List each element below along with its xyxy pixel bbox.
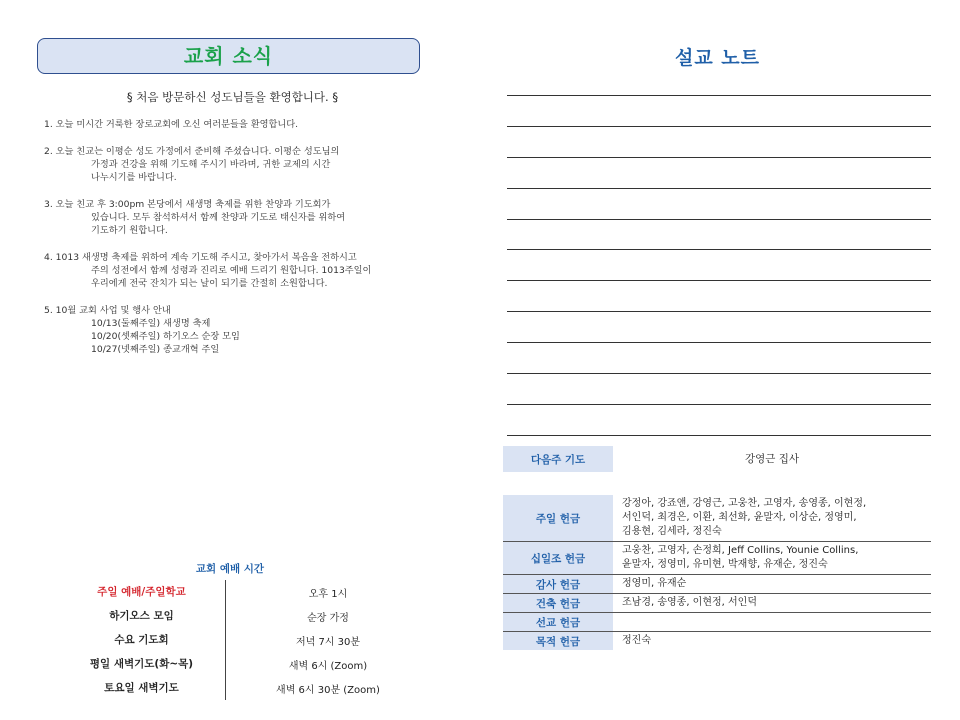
worship-row (58, 652, 430, 676)
offering-names-line: 정진숙 (622, 635, 651, 646)
news-line: 3. 오늘 친교 후 3:00pm 본당에서 새생명 축제를 위한 찬양과 기도회가 (44, 199, 331, 210)
note-line (507, 157, 931, 158)
news-list (44, 118, 444, 370)
offering-row-tithe (503, 542, 931, 575)
offering-names (613, 594, 931, 612)
offering-names-line (622, 615, 931, 629)
offering-names-line: 윤말자, 정영미, 유미현, 박재향, 유재순, 정진숙 (622, 559, 828, 570)
worship-time: 새벽 6시 (Zoom) (288, 660, 368, 672)
offering-names (613, 575, 931, 593)
news-line: 있습니다. 모두 참석하셔서 함께 찬양과 기도로 태신자를 위하여 (91, 212, 346, 223)
news-line: 기도하기 원합니다. (91, 225, 168, 236)
note-line (507, 280, 931, 281)
note-line (507, 435, 931, 436)
news-item-1 (44, 118, 444, 131)
news-line: 주의 성전에서 함께 성령과 진리로 예배 드리기 원합니다. 1013주일이 (91, 265, 372, 276)
offering-row-building (503, 594, 931, 613)
offering-label: 주일 헌금 (503, 495, 613, 541)
note-line (507, 126, 931, 127)
offering-row-thanks (503, 575, 931, 594)
news-item-4 (44, 251, 444, 290)
note-line (507, 188, 931, 189)
offering-row-sunday (503, 495, 931, 542)
worship-time: 오후 1시 (308, 588, 348, 600)
offering-label: 감사 헌금 (503, 575, 613, 593)
worship-times-title: 교회 예배 시간 (195, 563, 265, 575)
next-week-prayer (503, 446, 931, 472)
note-line (507, 342, 931, 343)
sermon-notes-title: 설교 노트 (674, 47, 761, 69)
offering-label: 십일조 헌금 (503, 542, 613, 574)
worship-name: 토요일 새벽기도 (58, 676, 226, 700)
worship-row (58, 580, 430, 604)
news-line: 5. 10월 교회 사업 및 행사 안내 (44, 305, 171, 316)
worship-time: 저녁 7시 30분 (295, 636, 361, 648)
note-line (507, 95, 931, 96)
offering-names (613, 613, 931, 631)
offering-names-line: 김용현, 김세라, 정진숙 (622, 526, 722, 537)
offering-names (613, 542, 931, 574)
worship-name: 평일 새벽기도(화~목) (58, 652, 226, 676)
offering-names-line: 고웅찬, 고영자, 손정희, Jeff Collins, Younie Collins, (622, 545, 859, 556)
offering-names (613, 495, 931, 541)
welcome-message: § 처음 방문하신 성도님들을 환영합니다. § (126, 90, 339, 104)
news-line: 가정과 건강을 위해 기도해 주시기 바라며, 귀한 교제의 시간 (91, 159, 331, 170)
worship-time: 새벽 6시 30분 (Zoom) (276, 684, 380, 696)
worship-row (58, 676, 430, 700)
news-line: 10/13(둘째주일) 새생명 축제 (91, 318, 211, 329)
offering-label: 선교 헌금 (503, 613, 613, 631)
worship-name: 하기오스 모임 (58, 604, 226, 628)
next-week-prayer-value: 강영근 집사 (744, 453, 800, 465)
news-line: 나누시기를 바랍니다. (91, 172, 177, 183)
offering-label: 목적 헌금 (503, 632, 613, 650)
note-line (507, 219, 931, 220)
offering-row-mission (503, 613, 931, 632)
worship-name: 수요 기도회 (58, 628, 226, 652)
worship-name: 주일 예배/주일학교 (58, 580, 226, 604)
news-line: 1. 오늘 미시간 거룩한 장로교회에 오신 여러분들을 환영합니다. (44, 119, 299, 130)
news-line: 2. 오늘 친교는 이평순 성도 가정에서 준비해 주셨습니다. 이평순 성도님의 (44, 146, 340, 157)
note-line (507, 404, 931, 405)
worship-time: 순장 가정 (307, 612, 349, 624)
sermon-note-lines (507, 95, 931, 466)
offering-table (503, 495, 931, 650)
church-news-title: 교회 소식 (37, 38, 420, 74)
offering-names (613, 632, 931, 650)
worship-times-table (58, 580, 430, 700)
note-line (507, 249, 931, 250)
offering-names-line: 조남경, 송영종, 이현정, 서인덕 (622, 597, 757, 608)
offering-names-line: 서인덕, 최경은, 이환, 최선화, 윤말자, 이상순, 정영미, (622, 512, 857, 523)
next-week-prayer-label: 다음주 기도 (503, 446, 613, 472)
news-line: 4. 1013 새생명 축제를 위하여 계속 기도해 주시고, 찾아가서 복음을 전하시고 (44, 252, 357, 263)
news-item-3 (44, 198, 444, 237)
offering-label: 건축 헌금 (503, 594, 613, 612)
note-line (507, 311, 931, 312)
news-line: 10/27(넷째주일) 종교개혁 주일 (91, 344, 220, 355)
offering-row-designated (503, 632, 931, 650)
offering-names-line: 정영미, 유재순 (622, 578, 687, 589)
worship-row (58, 628, 430, 652)
offering-names-line: 강정아, 강죠앤, 강영근, 고웅찬, 고영자, 송영종, 이현정, (622, 498, 867, 509)
note-line (507, 373, 931, 374)
news-line: 우리에게 전국 잔치가 되는 날이 되기를 간절히 소원합니다. (91, 278, 328, 289)
news-line: 10/20(셋째주일) 하기오스 순장 모임 (91, 331, 240, 342)
news-item-5 (44, 304, 444, 356)
worship-row (58, 604, 430, 628)
news-item-2 (44, 145, 444, 184)
